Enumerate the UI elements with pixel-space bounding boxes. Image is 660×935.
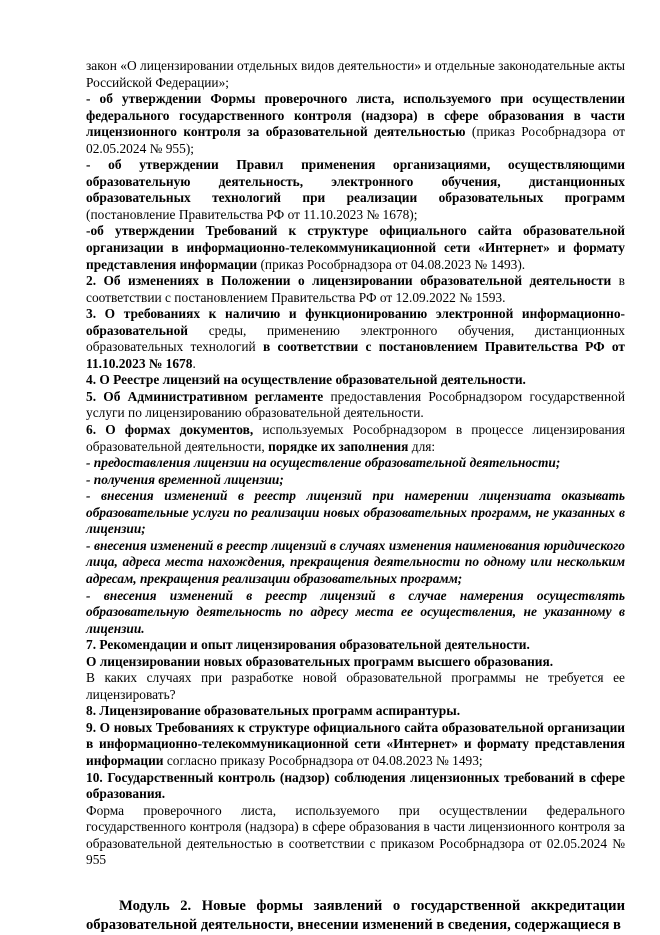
module-heading [86, 897, 625, 935]
item-6-end: для: [408, 438, 436, 454]
item-5 [86, 389, 625, 422]
item-3-end: . [192, 355, 196, 371]
form-bold-text: - об утверждении Формы проверочного листа, используемого при осуществлении федерального государственного контроля (надзора) в сфере образования в части лицензионного контроля за образовательной деятельностью [86, 91, 625, 140]
rules-bold-text: - об утверждении Правил применения организациями, осуществляющими образовательную деятельность, электронного обучения, дистанционных образовательных технологий при реализации образовательных программ [86, 157, 625, 206]
item-4-bold: 4. О Реестре лицензий на осуществление образовательной деятельности. [86, 372, 526, 388]
item-2-text: в соответствии с постановлением Правительства РФ от 12.09.2022 № 1593. [86, 273, 625, 305]
list-item [86, 538, 625, 588]
item-8 [86, 703, 625, 720]
intro-paragraph [86, 58, 625, 91]
list-item-text: - предоставления лицензии на осуществление образовательной деятельности; [86, 455, 561, 471]
item-10-bold: 10. Государственный контроль (надзор) соблюдения лицензионных требований в сфере образования. [86, 769, 625, 802]
item-6-bold: 6. О формах документов, [86, 422, 254, 438]
item-6-bold-order: порядке их заполнения [268, 438, 409, 454]
item-7-bold: 7. Рекомендации и опыт лицензирования образовательной деятельности. [86, 637, 530, 653]
item-8-bold: 8. Лицензирование образовательных программ аспирантуры. [86, 703, 461, 719]
item-3-bold: 3. О требованиях к наличию и функционированию электронной информационно-образовательной [86, 306, 625, 338]
intro-text: закон «О лицензировании отдельных видов деятельности» и отдельные законодательные акты Российской Федерации»; [86, 58, 625, 90]
form-text: (приказ Рособрнадзора от 02.05.2024 № 955); [86, 124, 626, 156]
item-6-text: используемых Рособрнадзором в процессе лицензирования образовательной деятельности, [86, 422, 626, 454]
item-6 [86, 422, 625, 455]
item-2-bold: 2. Об изменениях в Положении о лицензировании образовательной деятельности [86, 273, 612, 289]
item-5-bold: 5. Об Административном регламенте [86, 388, 324, 404]
rules-text: (постановление Правительства РФ от 11.10.2023 № 1678); [86, 206, 418, 222]
list-item [86, 588, 625, 638]
licensing-heading-text: О лицензировании новых образовательных программ высшего образования. [86, 653, 554, 669]
document-page [86, 58, 625, 935]
item-3 [86, 306, 625, 372]
list-item [86, 455, 625, 472]
item-4 [86, 372, 625, 389]
licensing-question [86, 670, 625, 703]
item-3-text: среды, применению электронного обучения, дистанционных образовательных технологий [86, 322, 625, 355]
item-9-text: согласно приказу Рособрнадзора от 04.08.2023 № 1493; [163, 752, 483, 768]
list-item-text: - получения временной лицензии; [86, 471, 284, 487]
rules-paragraph [86, 157, 625, 223]
item-7 [86, 637, 625, 654]
requirements-paragraph [86, 223, 625, 273]
item-10 [86, 770, 625, 803]
item-5-text: предоставления Рособрнадзором государственной услуги по лицензированию образовательной деятельности. [86, 388, 625, 421]
item-9 [86, 720, 625, 770]
requirements-text: (приказ Рособрнадзора от 04.08.2023 № 1493). [257, 256, 526, 272]
form-paragraph [86, 91, 625, 157]
item-2 [86, 273, 625, 306]
list-item-text: - внесения изменений в реестр лицензий в случаях изменения наименования юридического лица, адреса места нахождения, прекращения деятельности по одному или нескольким адресам, прекращения реализации образовательных программ; [86, 537, 625, 586]
licensing-heading [86, 654, 625, 671]
list-item [86, 488, 625, 538]
module-heading-text: Модуль 2. Новые формы заявлений о государственной аккредитации образовательной деятельности, внесении изменений в сведения, содержащиеся в [86, 897, 625, 933]
list-item [86, 472, 625, 489]
licensing-question-text: В каких случаях при разработке новой образовательной программы не требуется ее лицензировать? [86, 670, 625, 702]
checklist-text: Форма проверочного листа, используемого при осуществлении федерального государственного контроля (надзора) в сфере образования в части лицензионного контроля за образовательной деятельностью в соответствии с приказом Рособрнадзора от 02.05.2024 № 955 [86, 802, 625, 868]
item-3-bold-ref: в соответствии с постановлением Правительства РФ от 11.10.2023 № 1678 [86, 339, 625, 371]
checklist-paragraph [86, 803, 625, 869]
list-item-text: - внесения изменений в реестр лицензий при намерении лицензиата оказывать образовательные услуги по реализации новых образовательных программ, не указанных в лицензии; [86, 488, 625, 537]
requirements-bold-text: -об утверждении Требований к структуре официального сайта образовательной организации в информационно-телекоммуникационной сети «Интернет» и формату представления информации [86, 223, 625, 272]
item-9-bold: 9. О новых Требованиях к структуре официального сайта образовательной организации в информационно-телекоммуникационной сети «Интернет» и формату представления информации [86, 719, 625, 768]
list-item-text: - внесения изменений в реестр лицензий в случае намерения осуществлять образовательную деятельность по адресу места ее осуществления, не указанному в лицензии. [86, 587, 625, 636]
